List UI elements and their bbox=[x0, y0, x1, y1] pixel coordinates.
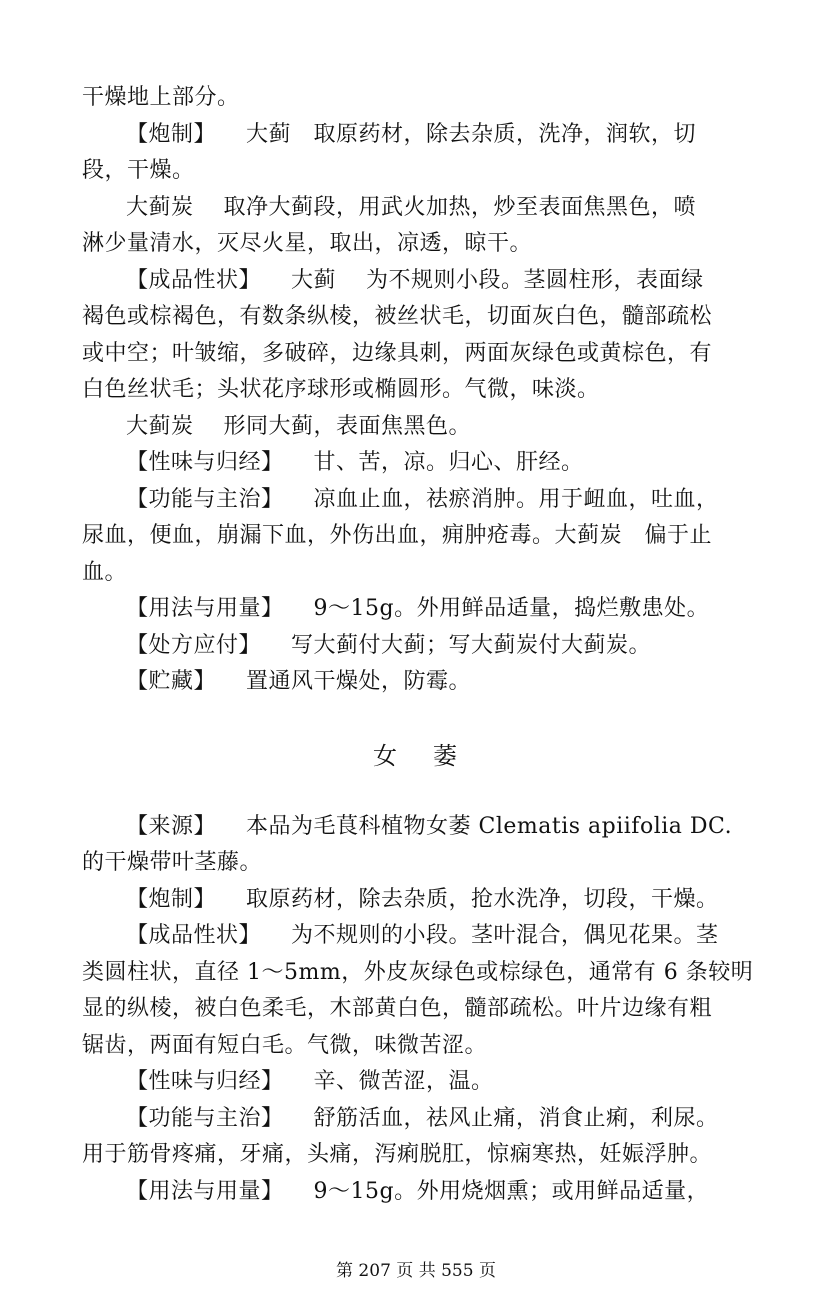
text-line bbox=[82, 482, 750, 519]
line-text: 辛、微苦涩，温。 bbox=[313, 1069, 494, 1094]
line-heading: 大蓟炭 bbox=[126, 194, 194, 220]
text-line bbox=[82, 153, 750, 190]
text-line bbox=[82, 955, 754, 992]
line-text: 9～15g。外用鲜品适量，捣烂敷患处。 bbox=[313, 596, 710, 621]
line-text: 白色丝状毛；头状花序球形或椭圆形。气微，味淡。 bbox=[82, 377, 600, 402]
line-text: 用于筋骨疼痛，牙痛，头痛，泻痢脱肛，惊痫寒热，妊娠浮肿。 bbox=[82, 1142, 713, 1167]
entry-nvwei bbox=[82, 809, 754, 1211]
line-text: 血。 bbox=[82, 559, 128, 585]
text-line bbox=[82, 591, 750, 628]
line-text: 舒筋活血，祛风止痛，消食止痢，利尿。 bbox=[313, 1105, 719, 1131]
line-text: 锯齿，两面有短白毛。气微，味微苦涩。 bbox=[82, 1032, 488, 1058]
text-line bbox=[82, 117, 750, 154]
text-line bbox=[82, 1064, 750, 1101]
text-line bbox=[82, 555, 750, 592]
line-text: 或中空；叶皱缩，多破碎，边缘具刺，两面灰绿色或黄棕色，有 bbox=[82, 340, 713, 366]
text-line bbox=[82, 1137, 750, 1174]
text-line bbox=[82, 1174, 750, 1211]
text-line bbox=[82, 190, 750, 227]
text-line bbox=[82, 80, 750, 117]
line-heading: 【来源】 bbox=[126, 813, 217, 839]
line-text: 大蓟 bbox=[291, 267, 337, 293]
line-text: 凉血止血，祛瘀消肿。用于衄血，吐血， bbox=[313, 486, 719, 512]
line-heading: 【用法与用量】 bbox=[126, 596, 284, 621]
text-line bbox=[82, 372, 750, 409]
line-text: 显的纵棱，被白色柔毛，木部黄白色，髓部疏松。叶片边缘有粗 bbox=[82, 996, 713, 1021]
text-line bbox=[82, 336, 750, 373]
text-line bbox=[82, 263, 750, 300]
entry-daji-continued bbox=[82, 80, 750, 701]
line-text: 为不规则的小段。茎叶混合，偶见花果。茎 bbox=[291, 923, 719, 948]
line-heading: 【炮制】 bbox=[126, 121, 217, 147]
section-title bbox=[82, 741, 750, 771]
text-line bbox=[82, 845, 750, 882]
page-footer: 第 207 页 共 555 页 bbox=[336, 1261, 496, 1281]
text-line bbox=[82, 628, 750, 665]
section-title-char-2: 萎 bbox=[433, 741, 459, 770]
line-text: 淋少量清水，灭尽火星，取出，凉透，晾干。 bbox=[82, 231, 533, 256]
line-text: 尿血，便血，崩漏下血，外伤出血，痈肿疮毒。大蓟炭 偏于止 bbox=[82, 523, 713, 548]
line-heading: 【成品性状】 bbox=[126, 267, 262, 293]
line-text: 取原药材，除去杂质，抢水洗净，切段，干燥。 bbox=[246, 886, 719, 912]
line-heading: 【性味与归经】 bbox=[126, 1069, 284, 1094]
line-text: 干燥地上部分。 bbox=[82, 85, 240, 110]
line-text: 的干燥带叶茎藤。 bbox=[82, 850, 263, 875]
line-text: 大蓟 取原药材，除去杂质，洗净，润软，切 bbox=[246, 121, 697, 147]
line-heading: 【贮藏】 bbox=[126, 669, 217, 694]
text-line bbox=[82, 664, 750, 701]
text-line bbox=[82, 1101, 750, 1138]
line-text: 段，干燥。 bbox=[82, 158, 195, 183]
line-text: 甘、苦，凉。归心、肝经。 bbox=[313, 450, 584, 475]
text-line bbox=[82, 299, 750, 336]
line-text: 置通风干燥处，防霉。 bbox=[246, 669, 472, 694]
line-heading: 【功能与主治】 bbox=[126, 486, 284, 512]
section-title-char-1: 女 bbox=[373, 741, 399, 770]
text-line bbox=[82, 882, 750, 919]
line-text: 写大蓟付大蓟；写大蓟炭付大蓟炭。 bbox=[291, 632, 652, 658]
line-text: 9～15g。外用烧烟熏；或用鲜品适量， bbox=[313, 1178, 710, 1204]
line-heading: 【炮制】 bbox=[126, 886, 217, 912]
line-text: 取净大蓟段，用武火加热，炒至表面焦黑色，喷 bbox=[223, 194, 697, 220]
text-line bbox=[82, 1028, 750, 1065]
text-line bbox=[82, 226, 750, 263]
text-line bbox=[82, 991, 750, 1028]
line-heading: 【性味与归经】 bbox=[126, 450, 284, 475]
line-text: 形同大蓟，表面焦黑色。 bbox=[223, 413, 472, 439]
text-line bbox=[82, 518, 750, 555]
line-heading: 大蓟炭 bbox=[126, 413, 194, 439]
text-line bbox=[82, 409, 750, 446]
text-line bbox=[82, 918, 750, 955]
line-heading: 【处方应付】 bbox=[126, 632, 262, 658]
line-text: 类圆柱状，直径 1～5mm，外皮灰绿色或棕绿色，通常有 6 条较明 bbox=[82, 959, 754, 985]
text-line bbox=[82, 445, 750, 482]
line-heading: 【用法与用量】 bbox=[126, 1178, 284, 1204]
text-line bbox=[82, 809, 750, 846]
line-text: 本品为毛茛科植物女萎 Clematis apiifolia DC. bbox=[246, 813, 733, 839]
line-text: 为不规则小段。茎圆柱形，表面绿 bbox=[366, 267, 704, 293]
line-heading: 【成品性状】 bbox=[126, 923, 262, 948]
document-page bbox=[82, 80, 754, 1210]
line-heading: 【功能与主治】 bbox=[126, 1105, 284, 1131]
line-text: 褐色或棕褐色，有数条纵棱，被丝状毛，切面灰白色，髓部疏松 bbox=[82, 304, 713, 329]
